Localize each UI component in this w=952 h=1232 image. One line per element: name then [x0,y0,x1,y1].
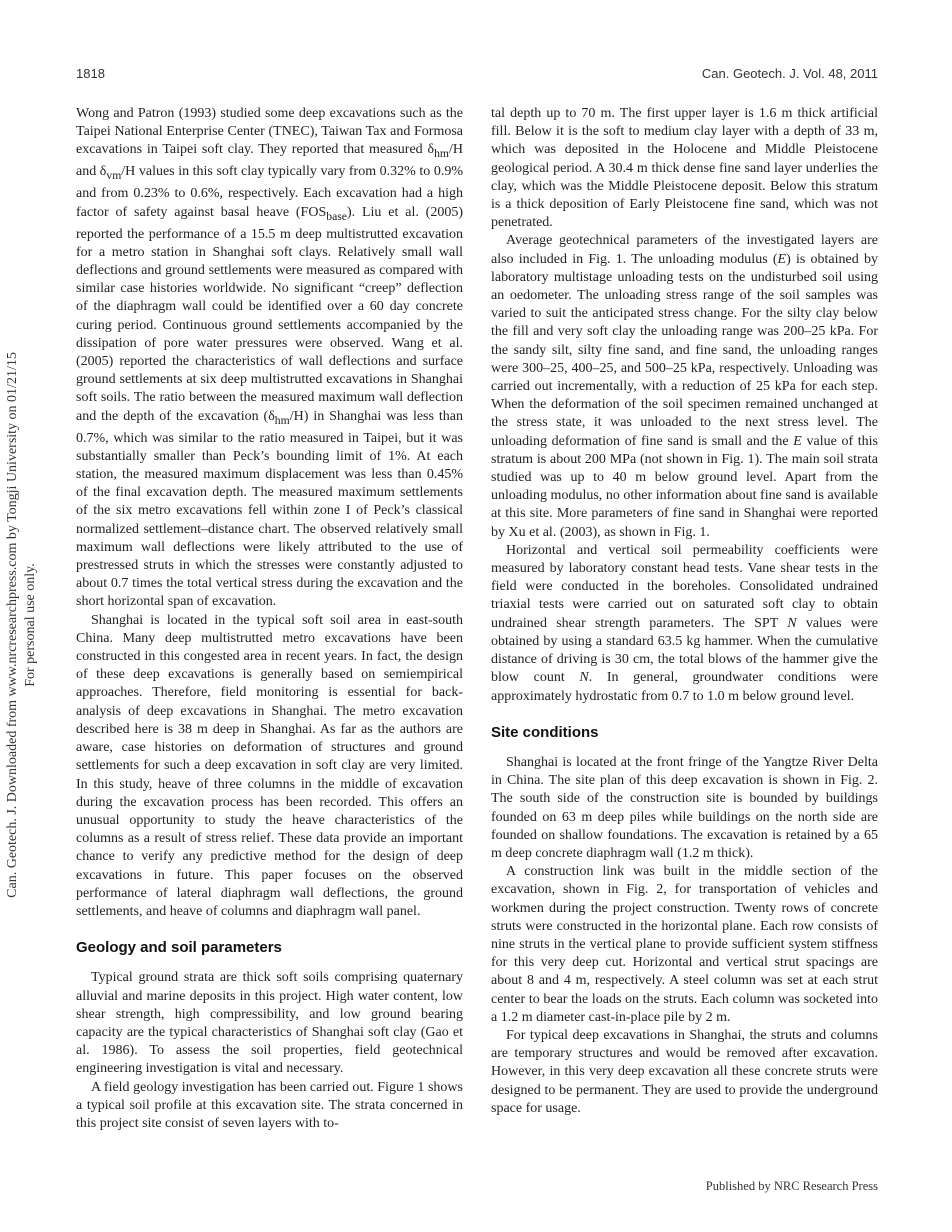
text-run: Wong and Patron (1993) studied some deep excavations such as the Taipei National Enterprise Center (TNEC), Taiwan Tax and Formosa excavations in Taipei soft clay. They reported that measured δ [76,106,463,158]
subscript: vm [106,169,122,183]
right-paragraph-2 [491,232,878,541]
right-paragraph-5: A construction link was built in the middle section of the excavation, shown in Fig. 2, for transportation of vehicles and workmen during the project construction. Twenty rows of concrete struts were constructed in the horizontal plane. Each row consists of nine struts in the vertical plane to provide sufficient system stiffness for this very deep cut. Horizontal and vertical strut spacings are about 8 and 4 m, respectively. A steel column was set at each strut center to bear the loads on the struts. Each column was socketed into a 1.2 m diameter cast-in-place pile by 2 m. [491,864,878,1025]
text-run: . In general, groundwater conditions were approximately hydrostatic from 0.7 to 1.0 m below ground level. [491,670,879,704]
text-run: /H) in Shanghai was less than 0.7%, which was similar to the ratio measured in Taipei, but it was substantially smaller than Peck’s bounding limit of 1%. At each station, the measured maximum displacement was less than 0.45% of the final excavation depth. The measured maximum settlements of the six metro excavations fell within zone I of Peck’s classical normalized settlement–distance chart. The observed relatively small maximum wall deflections were likely attributed to the use of prestressed struts in which the stresses were constantly adjusted to about 0.7 times the total vertical stress during the excavation and the short horizontal span of excavation. [76,408,463,610]
right-paragraph-6: For typical deep excavations in Shanghai, the struts and columns are temporary structures and would be removed after excavation. However, in this very deep excavation all these concrete struts were designed to be permanent. They are used to provide the underground space for usage. [491,1027,878,1116]
download-notice [2,285,42,965]
text-run: /H values in this soft clay typically vary from 0.32% to 0.9% and from 0.23% to 0.6%, respectively. Each excavation had a high factor of safety against basal heave (FOS [76,164,464,220]
left-paragraph-4: A field geology investigation has been carried out. Figure 1 shows a typical soil profile at this excavation site. The strata concerned in this project site consist of seven layers with to- [76,1079,463,1131]
subscript: hm [274,413,290,427]
left-column [76,105,463,1133]
italic-variable: N [579,670,589,686]
right-column [491,105,878,1118]
text-run: Horizontal and vertical soil permeability coefficients were measured by laboratory constant head tests. Vane shear tests in the field were conducted in the boreholes. Consolidated undrained triaxial tests were carried out on saturated soft clay to obtain undrained shear strength parameters. The SPT [491,542,878,631]
publisher-footer: Published by NRC Research Press [705,1179,878,1193]
left-paragraph-2: Shanghai is located in the typical soft soil area in east-south China. Many deep multistrutted metro excavations have been constructed in this congested area in recent years. In fact, the design of these deep excavations is generally based on semiempirical approaches. Therefore, field monitoring is essential for back-analysis of deep excavations in Shanghai. The metro excavation described here is 38 m deep in Shanghai. As far as the authors are aware, case histories on deformation of structures and ground settlements for such a deep excavation in soft clay are very limited. In this study, heave of three columns in the middle of excavation during the excavation process has been recorded. This offers an unusual opportunity to study the heave characteristics of the columns as a result of stress relief. These data provide an important chance to verify any predictive method for the design of deep excavations in future. This paper focuses on the observed performance of lateral diaphragm wall deflections, the ground settlements, and heave of columns and diaphragm wall panel. [76,612,463,919]
right-paragraph-1: tal depth up to 70 m. The first upper layer is 1.6 m thick artificial fill. Below it is the soft to medium clay layer with a depth of 33 m, which was deposited in the Holocene and Middle Pleistocene geological period. A 30.4 m thick dense fine sand layer underlies the clay, which was the Middle Pleistocene deposit. Below this stratum is a thick deposition of Early Pleistocene fine sand, which was not penetrated. [491,106,878,231]
text-run: values were obtained by using a standard 63.5 kg hammer. When the cumulative distance of driving is 30 cm, the total blows of the hammer give the blow count [491,615,879,686]
italic-variable: E [793,433,802,449]
page-number: 1818 [76,66,105,81]
subscript: base [326,209,347,223]
italic-variable: E [777,251,787,267]
text-run: Average geotechnical parameters of the investigated layers are also included in Fig. 1. The unloading modulus ( [491,233,878,267]
left-paragraph-3: Typical ground strata are thick soft soils comprising quaternary alluvial and marine deposits in this project. High water content, low shear strength, high compressibility, and low ground bearing capacity are the typical characteristics of Shanghai soft clay (Gao et al. 1986). To assess the soil properties, field geotechnical engineering investigation is vital and necessary. [76,970,463,1077]
section-heading-geology: Geology and soil parameters [76,939,282,957]
left-paragraph-1 [76,105,463,612]
text-run: ) is obtained by laboratory multistage unloading tests on the undisturbed soil using an oedometer. The unloading stress range of the soil samples was varied to suit the anticipated stress change. For the silty clay below the fill and very soft clay the unloading range was 200–25 kPa. For the sandy silt, silty fine sand, and fine sand, the unloading ranges were 300–25, 400–25, and 500–25 kPa, respectively. Unloading was carried out incrementally, with a reduction of 25 kPa for each step. When the deformation of the soil specimen remained unchanged at the stress state, it was unloaded to the next stress level. The unloading deformation of fine sand is small and the [491,251,878,449]
journal-citation: Can. Geotech. J. Vol. 48, 2011 [701,66,878,81]
subscript: hm [434,147,449,161]
text-run: value of this stratum is about 200 MPa (not shown in Fig. 1). The main soil strata studied was up to 40 m below ground level. Apart from the unloading modulus, no other information about fine sand is available at this site. More parameters of fine sand in Shanghai were reported by Xu et al. (2003), as shown in Fig. 1. [491,433,878,540]
download-notice-line-1: Can. Geotech. J. Downloaded from www.nrcresearchpress.com by Tongji University on 01/21/15 [5,352,20,898]
section-heading-site-conditions: Site conditions [491,723,599,741]
right-paragraph-3 [491,542,878,706]
download-notice-line-2: For personal use only. [23,563,38,687]
text-run: ). Liu et al. (2005) reported the performance of a 15.5 m deep multistrutted excavation for a metro station in Shanghai soft clays. Relatively small wall deflections and ground settlements were measured as compared with similar case histories worldwide. No significant “creep” deflection of the diaphragm wall could be identified over a 60 day concrete curing period. Continuous ground settlements accompanied by the dissipation of pore water pressures were observed. Wang et al. (2005) reported the characteristics of wall deflections and surface ground settlements at six deep multistrutted excavations in Shanghai soft soils. The ratio between the measured maximum wall deflection and the depth of the excavation (δ [76,204,464,424]
right-paragraph-4: Shanghai is located at the front fringe of the Yangtze River Delta in China. The site plan of this deep excavation is shown in Fig. 2. The south side of the construction site is bounded by buildings founded on 63 m deep piles while buildings on the north side are founded on shallow foundations. The excavation is retained by a 65 m deep concrete diaphragm wall (1.2 m thick). [491,754,878,861]
italic-variable: N [787,615,797,631]
text-run: /H and δ [76,142,463,180]
